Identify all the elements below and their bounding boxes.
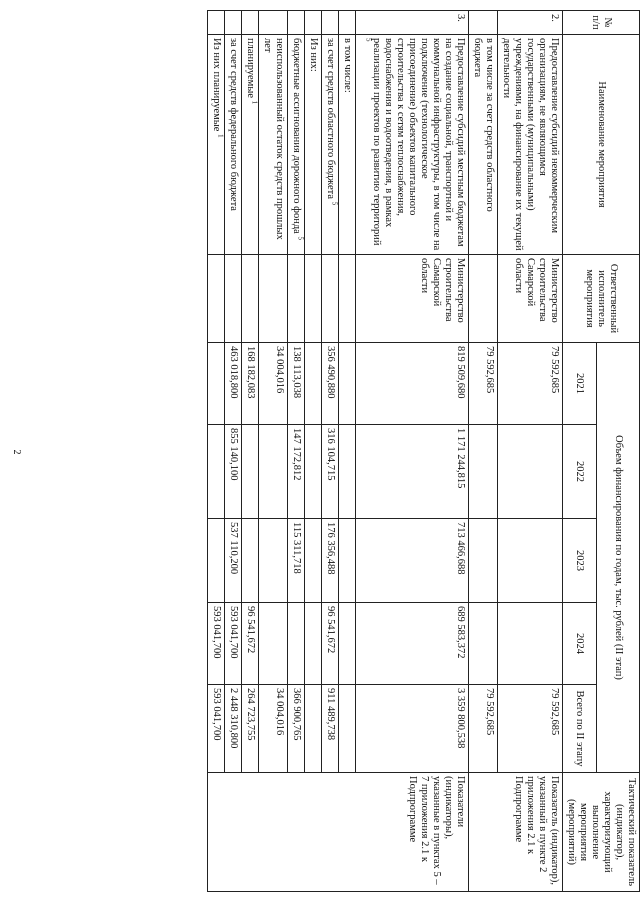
table-row [305, 11, 322, 892]
table-row [339, 11, 356, 892]
value-total: 34 004,016 [259, 685, 288, 773]
value-total: 2 448 310,800 [225, 685, 242, 773]
row-name: Из них: [305, 35, 322, 255]
table-row [225, 11, 242, 892]
value-total: 3 359 800,538 [356, 685, 469, 773]
row-name-cell [356, 35, 469, 255]
footnote-mark: 5 [296, 236, 305, 240]
row-name: бюджетные ассигнования дорожного фонда [291, 38, 302, 234]
value-2024 [288, 603, 305, 685]
value-2023: 713 466,688 [356, 519, 469, 603]
value-2024: 96 541,672 [242, 603, 259, 685]
table-row [208, 11, 225, 892]
row-name: Из них планируемые [211, 38, 222, 132]
col-indicator-header: Тактический показатель (индикатор), характеризующий выполнение мероприятия (мероприятий) [563, 773, 640, 892]
row-name-cell [322, 35, 339, 255]
header-row [597, 11, 640, 892]
value-2021: 463 018,800 [225, 343, 242, 425]
row-name-cell [242, 35, 259, 255]
table-row [288, 11, 305, 892]
row-name-cell [288, 35, 305, 255]
value-2024: 593 041,700 [225, 603, 242, 685]
value-2022: 147 172,812 [288, 425, 305, 519]
footnote-mark: 5 [330, 201, 339, 206]
year-2022-header: 2022 [563, 425, 597, 519]
value-2021: 356 490,880 [322, 343, 339, 425]
col-num-header: № п/п [563, 11, 640, 35]
row-name: в том числе за счет средств областного бюджета [469, 35, 498, 255]
table-row [242, 11, 259, 892]
total-header: Всего по II этапу [563, 685, 597, 773]
col-funding-header: Объем финансирования по годам, тыс. рублей (II этап) [597, 343, 640, 773]
value-2024: 593 041,700 [208, 603, 225, 685]
value-total: 911 489,738 [322, 685, 339, 773]
year-2024-header: 2024 [563, 603, 597, 685]
row-indicator: Показатель (индикатор), указанный в пункте 2 приложения 2.1 к Подпрограмме [469, 773, 563, 892]
funding-table [207, 10, 640, 892]
footnote-mark: 1 [216, 134, 225, 138]
value-2022 [498, 425, 563, 519]
row-number: 3. [356, 11, 469, 35]
value-2021: 79 592,685 [498, 343, 563, 425]
row-name: планируемые [245, 38, 256, 99]
table-row [259, 11, 288, 892]
value-2023: 537 110,200 [225, 519, 242, 603]
table-row [498, 11, 563, 892]
row-name: Предоставление субсидий некоммерческим организациям, не являющимся государственными (муниципальными) учреждениями, на финансирование их текущей деятельности [498, 35, 563, 255]
value-2023: 115 311,718 [288, 519, 305, 603]
value-2024 [498, 603, 563, 685]
value-total: 264 723,755 [242, 685, 259, 773]
row-name: за счет средств федерального бюджета [225, 35, 242, 255]
value-total: 366 900,765 [288, 685, 305, 773]
value-2022: 316 104,715 [322, 425, 339, 519]
year-2023-header: 2023 [563, 519, 597, 603]
row-name-cell [208, 35, 225, 255]
value-2024: 96 541,672 [322, 603, 339, 685]
year-2021-header: 2021 [563, 343, 597, 425]
row-executor: Министерство строительства Самарской области [356, 255, 469, 343]
value-2021: 79 592,685 [469, 343, 498, 425]
row-number: 2. [498, 11, 563, 35]
row-name: неиспользованный остаток средств прошлых лет [259, 35, 288, 255]
table-row [356, 11, 469, 892]
value-2022: 855 140,100 [225, 425, 242, 519]
page-number: 2 [11, 449, 22, 455]
row-name: Предоставление субсидий местным бюджетам на создание социальной, транспортной и коммунальной инфраструктуры, в том числе на подключение (технологическое присоединение) объектов капитального строительства к сетям теплоснабжения, водоснабжения и водоотведения, в рамках реализации проектов по развитию территорий [371, 38, 466, 251]
row-name: в том числе: [339, 35, 356, 255]
value-total: 79 592,685 [498, 685, 563, 773]
value-2021: 138 113,038 [288, 343, 305, 425]
row-indicator: Показатели (индикаторы), указанные в пунктах 5 – 7 приложения 2.1 к Подпрограмме [208, 773, 469, 892]
footnote-mark: 5 [364, 38, 373, 42]
value-2022 [242, 425, 259, 519]
value-2021: 168 182,083 [242, 343, 259, 425]
value-2023 [242, 519, 259, 603]
value-2022: 1 171 244,815 [356, 425, 469, 519]
value-total: 593 041,700 [208, 685, 225, 773]
value-2021: 34 004,016 [259, 343, 288, 425]
footnote-mark: 1 [250, 100, 259, 105]
table-row [322, 11, 339, 892]
value-2024: 689 583,372 [356, 603, 469, 685]
col-exec-header: Ответственный исполнитель мероприятия [563, 255, 640, 343]
col-name-header: Наименование мероприятия [563, 35, 640, 255]
row-executor: Министерство строительства Самарской области [498, 255, 563, 343]
value-2023: 176 356,488 [322, 519, 339, 603]
row-name: за счет средств областного бюджета [325, 38, 336, 200]
value-2023 [498, 519, 563, 603]
table-row [469, 11, 498, 892]
value-total: 79 592,685 [469, 685, 498, 773]
value-2021: 819 509,680 [356, 343, 469, 425]
